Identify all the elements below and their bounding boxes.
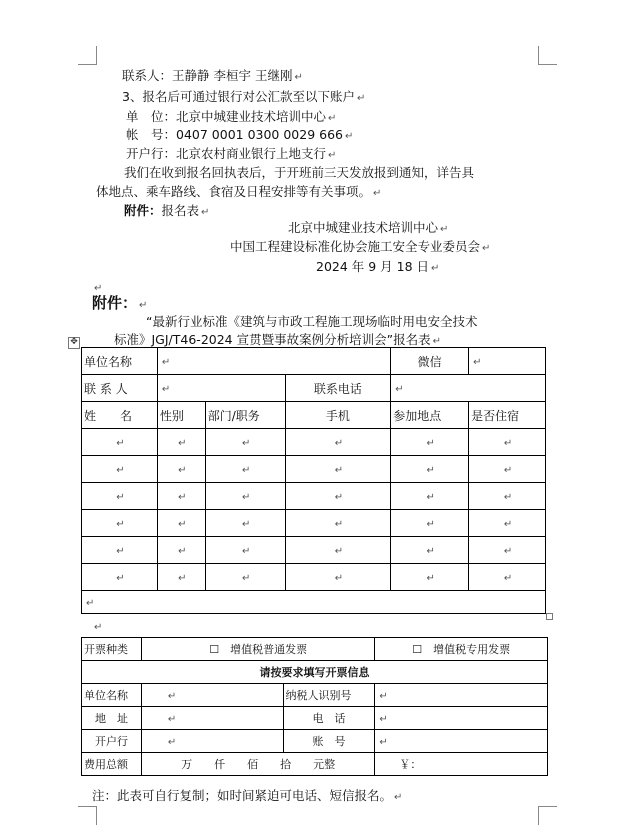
table-cell[interactable]: ↵ xyxy=(285,456,391,483)
invoice-normal-option[interactable]: ☐ 增值税普通发票 xyxy=(141,638,375,661)
footer-note: 注：此表可自行复制；如时间紧迫可电话、短信报名。 ↵ xyxy=(92,788,403,803)
table-cell[interactable]: ↵ xyxy=(82,429,158,456)
table-cell[interactable]: ↵ xyxy=(391,429,469,456)
contact-line: 联系人：王静静 李桓宇 王继刚 ↵ xyxy=(122,68,303,83)
unit-name-label: 单位名称 xyxy=(82,348,158,375)
table-row xyxy=(82,753,548,776)
phone-cell[interactable]: ↵ xyxy=(391,375,546,402)
table-cell[interactable]: ↵ xyxy=(469,564,546,591)
payment-item: 3、报名后可通过银行对公汇款至以下账户 ↵ xyxy=(122,89,366,104)
table-cell[interactable]: ↵ xyxy=(285,537,391,564)
table-cell[interactable]: ↵ xyxy=(469,483,546,510)
invoice-unit-cell[interactable]: ↵ xyxy=(141,684,283,707)
table-row xyxy=(82,707,548,730)
table-cell[interactable]: ↵ xyxy=(205,537,285,564)
table-cell[interactable]: ↵ xyxy=(157,456,205,483)
wechat-cell[interactable]: ↵ xyxy=(469,348,546,375)
table-cell[interactable]: ↵ xyxy=(82,510,158,537)
table-cell[interactable]: ↵ xyxy=(157,429,205,456)
table-cell[interactable]: ↵ xyxy=(285,483,391,510)
table-row xyxy=(82,429,546,456)
page-corner-mark xyxy=(538,46,557,65)
form-title: “最新行业标准《建筑与市政工程施工现场临时用电安全技术 xyxy=(146,314,478,329)
contact-label: 联 系 人 xyxy=(82,375,158,402)
table-cell[interactable]: ↵ xyxy=(469,456,546,483)
table-cell[interactable]: ↵ xyxy=(285,429,391,456)
table-cell[interactable]: ↵ xyxy=(157,537,205,564)
account-cell[interactable]: ↵ xyxy=(375,730,548,753)
table-row xyxy=(82,483,546,510)
table-resize-handle[interactable] xyxy=(546,613,553,620)
total-fee-label: 费用总额 xyxy=(82,753,142,776)
address-cell[interactable]: ↵ xyxy=(141,707,283,730)
table-row xyxy=(82,510,546,537)
form-title: 标准》JGJ/T46-2024 宣贯暨事故案例分析培训会”报名表 ↵ xyxy=(114,332,441,347)
table-cell[interactable]: ↵ xyxy=(205,456,285,483)
table-cell[interactable]: ↵ xyxy=(205,483,285,510)
telephone-label: 电 话 xyxy=(283,707,375,730)
signature-org: 北京中城建业技术培训中心 ↵ xyxy=(288,220,449,235)
invoice-instruction: 请按要求填写开票信息 xyxy=(82,661,548,684)
wechat-label: 微信 xyxy=(391,348,469,375)
table-cell[interactable]: ↵ xyxy=(469,537,546,564)
table-cell[interactable]: ↵ xyxy=(82,537,158,564)
table-cell[interactable]: ↵ xyxy=(205,429,285,456)
table-cell[interactable]: ↵ xyxy=(391,510,469,537)
table-cell[interactable]: ↵ xyxy=(82,456,158,483)
attachment-note: 附件：报名表 ↵ xyxy=(124,203,210,218)
invoice-table xyxy=(81,637,548,776)
page-corner-mark xyxy=(78,806,97,825)
header-lodging: 是否住宿 xyxy=(469,402,546,429)
table-row xyxy=(82,537,546,564)
signature-org: 中国工程建设标准化协会施工安全专业委员会 ↵ xyxy=(230,239,491,254)
taxpayer-id-cell[interactable]: ↵ xyxy=(375,684,548,707)
bank-account-line: 帐 号：0407 0001 0300 0029 666 ↵ xyxy=(126,127,354,142)
table-row xyxy=(82,684,548,707)
table-row xyxy=(82,661,548,684)
table-cell[interactable]: ↵ xyxy=(391,456,469,483)
amount-words-cell[interactable]: 万 仟 佰 拾 元整 xyxy=(141,753,375,776)
table-cell[interactable]: ↵ xyxy=(469,510,546,537)
table-cell[interactable]: ↵ xyxy=(157,483,205,510)
table-row xyxy=(82,456,546,483)
table-cell[interactable]: ↵ xyxy=(157,564,205,591)
invoice-unit-label: 单位名称 xyxy=(82,684,142,707)
table-move-handle[interactable]: ✥ xyxy=(68,337,80,349)
table-cell[interactable]: ↵ xyxy=(391,537,469,564)
table-row xyxy=(82,348,546,375)
bank-unit-line: 单 位：北京中城建业技术培训中心 ↵ xyxy=(126,109,337,124)
account-label: 账 号 xyxy=(283,730,375,753)
header-mobile: 手机 xyxy=(285,402,391,429)
notice-line: 体地点、乘车路线、食宿及日程安排等有关事项。 ↵ xyxy=(96,184,382,199)
table-row xyxy=(82,564,546,591)
table-row xyxy=(82,375,546,402)
invoice-type-label: 开票种类 xyxy=(82,638,142,661)
empty-paragraph: ↵ xyxy=(94,622,103,633)
table-cell[interactable]: ↵ xyxy=(82,564,158,591)
page-corner-mark xyxy=(78,46,97,65)
table-cell[interactable]: ↵ xyxy=(82,591,546,614)
header-gender: 性别 xyxy=(157,402,205,429)
unit-name-cell[interactable]: ↵ xyxy=(157,348,390,375)
table-cell[interactable]: ↵ xyxy=(205,564,285,591)
amount-yen-cell[interactable]: ￥： xyxy=(375,753,548,776)
bank-label: 开户行 xyxy=(82,730,142,753)
table-header-row xyxy=(82,402,546,429)
table-cell[interactable]: ↵ xyxy=(285,510,391,537)
header-name: 姓 名 xyxy=(82,402,158,429)
table-cell[interactable]: ↵ xyxy=(82,483,158,510)
notice-line: 我们在收到报名回执表后，于开班前三天发放报到通知，详告具 xyxy=(124,165,475,180)
phone-label: 联系电话 xyxy=(285,375,391,402)
registration-table xyxy=(81,347,546,614)
taxpayer-id-label: 纳税人识别号 xyxy=(283,684,375,707)
table-cell[interactable]: ↵ xyxy=(391,483,469,510)
table-row xyxy=(82,591,546,614)
header-venue: 参加地点 xyxy=(391,402,469,429)
table-cell[interactable]: ↵ xyxy=(469,429,546,456)
table-cell[interactable]: ↵ xyxy=(205,510,285,537)
table-cell[interactable]: ↵ xyxy=(157,510,205,537)
table-row xyxy=(82,730,548,753)
table-row xyxy=(82,638,548,661)
address-label: 地 址 xyxy=(82,707,142,730)
contact-cell[interactable]: ↵ xyxy=(157,375,285,402)
table-cell[interactable]: ↵ xyxy=(391,564,469,591)
signature-date: 2024 年 9 月 18 日 ↵ xyxy=(316,259,440,274)
attachment-heading: 附件： ↵ xyxy=(92,294,148,312)
telephone-cell[interactable]: ↵ xyxy=(375,707,548,730)
empty-paragraph: ↵ xyxy=(94,283,103,294)
header-department: 部门/职务 xyxy=(205,402,285,429)
table-cell[interactable]: ↵ xyxy=(285,564,391,591)
bank-cell[interactable]: ↵ xyxy=(141,730,283,753)
page-corner-mark xyxy=(538,806,557,825)
bank-name-line: 开户行：北京农村商业银行上地支行 ↵ xyxy=(126,146,337,161)
invoice-special-option[interactable]: ☐ 增值税专用发票 xyxy=(375,638,548,661)
